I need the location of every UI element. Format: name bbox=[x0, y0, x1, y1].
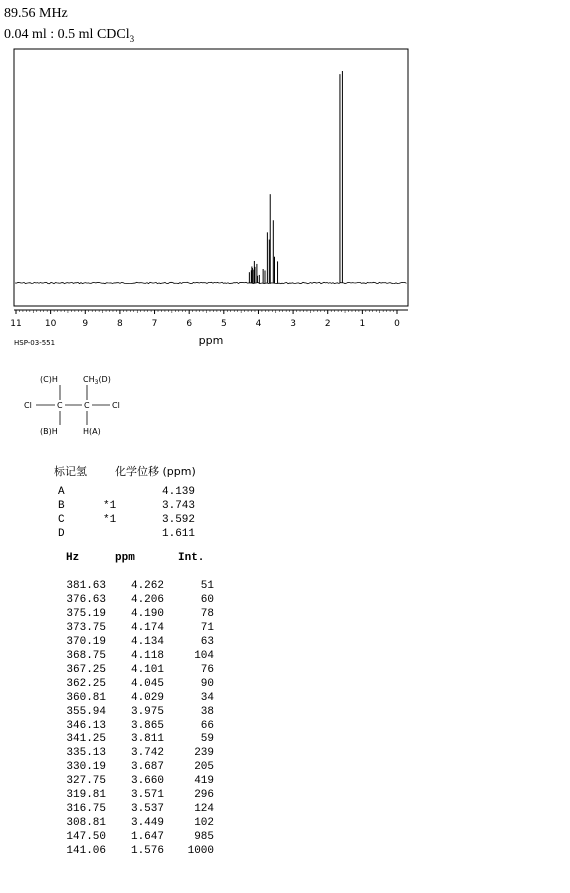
peak-int: 985 bbox=[194, 831, 214, 844]
peak-hz: 381.63 bbox=[66, 580, 106, 592]
peak-ppm: 4.045 bbox=[130, 677, 164, 690]
peak-int: 71 bbox=[200, 621, 214, 634]
struct-cl-left: Cl bbox=[24, 401, 32, 410]
x-axis-label: ppm bbox=[198, 334, 224, 347]
struct-label-b: (B)H bbox=[40, 427, 58, 436]
shift-row bbox=[58, 500, 196, 512]
peak-hz: 346.13 bbox=[66, 719, 106, 732]
x-tick-label: 11 bbox=[10, 319, 22, 329]
peak-int: 63 bbox=[200, 635, 214, 648]
spectrum-baseline bbox=[15, 282, 407, 283]
peak-int: 205 bbox=[194, 761, 214, 774]
shift-ppm: 1.611 bbox=[162, 528, 196, 540]
spectrum-peaks bbox=[249, 71, 342, 283]
peak-int: 1000 bbox=[187, 845, 214, 858]
nmr-spectrum-chart bbox=[0, 0, 570, 360]
peak-hz: 376.63 bbox=[66, 593, 106, 606]
peak-hz: 330.19 bbox=[66, 761, 106, 774]
peak-ppm: 4.174 bbox=[130, 621, 164, 634]
sample-text: 0.04 ml : 0.5 ml CDCl bbox=[4, 27, 130, 42]
peak-ppm: 4.118 bbox=[130, 649, 164, 662]
ch3-text: CH bbox=[83, 375, 95, 384]
x-tick-label: 9 bbox=[82, 319, 89, 329]
peak-ppm: 1.647 bbox=[130, 831, 164, 844]
shift-label: B bbox=[58, 500, 65, 512]
peak-int: 34 bbox=[200, 691, 214, 704]
x-tick-label: 2 bbox=[324, 319, 331, 329]
struct-cl-right: Cl bbox=[112, 401, 120, 410]
shift-ppm: 3.592 bbox=[162, 514, 196, 526]
peak-ppm: 3.742 bbox=[130, 747, 164, 760]
peak-header-ppm: ppm bbox=[115, 552, 135, 564]
x-tick-label: 4 bbox=[255, 319, 262, 329]
x-axis-ticks bbox=[16, 310, 397, 314]
x-axis-tick-labels bbox=[10, 319, 400, 329]
peak-ppm: 4.262 bbox=[130, 580, 164, 592]
x-tick-label: 0 bbox=[394, 319, 400, 329]
peak-ppm: 3.975 bbox=[130, 705, 164, 718]
ch3-subscript: 3 bbox=[94, 379, 99, 386]
peak-ppm: 4.206 bbox=[130, 593, 164, 606]
peak-ppm: 3.571 bbox=[130, 789, 164, 802]
peak-int: 102 bbox=[194, 817, 214, 830]
shift-note: *1 bbox=[103, 514, 117, 526]
peak-hz: 360.81 bbox=[66, 691, 106, 704]
peak-int: 66 bbox=[200, 719, 214, 732]
peak-int: 59 bbox=[200, 733, 214, 746]
peak-ppm: 1.576 bbox=[130, 845, 164, 858]
peak-hz: 367.25 bbox=[66, 663, 106, 676]
x-tick-label: 8 bbox=[117, 319, 123, 329]
peak-ppm: 3.660 bbox=[130, 775, 164, 788]
shift-header bbox=[54, 463, 196, 479]
shift-row bbox=[58, 528, 196, 540]
peak-hz: 355.94 bbox=[66, 705, 106, 718]
shift-header-shift: 化学位移 (ppm) bbox=[115, 465, 196, 478]
peak-hz: 335.13 bbox=[66, 747, 106, 760]
peak-header-hz: Hz bbox=[66, 552, 80, 564]
shift-label: A bbox=[58, 486, 65, 498]
chemical-structure bbox=[18, 370, 138, 440]
peak-hz: 319.81 bbox=[66, 789, 106, 802]
peak-ppm: 4.029 bbox=[130, 691, 164, 704]
peak-hz: 327.75 bbox=[66, 775, 106, 788]
peak-ppm: 4.134 bbox=[130, 635, 164, 648]
sample-subscript: 3 bbox=[129, 33, 135, 44]
peak-hz: 370.19 bbox=[66, 635, 106, 648]
peak-ppm: 4.101 bbox=[130, 663, 164, 676]
peak-ppm: 3.537 bbox=[130, 803, 164, 816]
peak-hz: 373.75 bbox=[66, 621, 106, 634]
shift-ppm: 3.743 bbox=[162, 500, 196, 512]
struct-label-c: (C)H bbox=[40, 375, 58, 384]
shift-ppm: 4.139 bbox=[162, 486, 196, 498]
peak-hz: 375.19 bbox=[66, 607, 106, 620]
peak-ppm: 3.687 bbox=[130, 761, 164, 774]
frequency-label: 89.56 MHz bbox=[4, 6, 68, 21]
peak-hz: 316.75 bbox=[66, 803, 106, 816]
peak-int: 239 bbox=[194, 747, 214, 760]
peak-hz: 341.25 bbox=[66, 733, 106, 746]
peak-ppm: 3.811 bbox=[130, 733, 164, 746]
peak-int: 419 bbox=[194, 775, 214, 788]
spectrum-code: HSP-03-551 bbox=[14, 339, 56, 347]
peak-int: 60 bbox=[200, 593, 214, 606]
x-tick-label: 10 bbox=[44, 319, 57, 329]
peak-ppm: 4.190 bbox=[130, 607, 164, 620]
peak-int: 90 bbox=[200, 677, 214, 690]
peak-ppm: 3.449 bbox=[130, 817, 164, 830]
struct-carbon-2: C bbox=[84, 401, 90, 410]
shift-label: C bbox=[58, 514, 65, 526]
plot-frame bbox=[14, 49, 408, 306]
x-tick-label: 7 bbox=[151, 319, 158, 329]
peak-int: 76 bbox=[200, 663, 214, 676]
peak-int: 38 bbox=[200, 705, 214, 718]
peak-ppm: 3.865 bbox=[130, 719, 164, 732]
peak-int: 296 bbox=[194, 789, 214, 802]
peak-hz: 368.75 bbox=[66, 649, 106, 662]
label-d: (D) bbox=[98, 375, 111, 384]
peak-hz: 308.81 bbox=[66, 817, 106, 830]
shift-label: D bbox=[58, 528, 65, 540]
x-tick-label: 3 bbox=[290, 319, 296, 329]
peak-int: 51 bbox=[200, 580, 214, 592]
x-tick-label: 1 bbox=[359, 319, 366, 329]
struct-carbon-1: C bbox=[57, 401, 63, 410]
shift-header-label: 标记氢 bbox=[54, 465, 87, 478]
peak-int: 124 bbox=[194, 803, 214, 816]
peak-hz: 362.25 bbox=[66, 677, 106, 690]
shift-row bbox=[58, 486, 196, 498]
shift-note: *1 bbox=[103, 500, 117, 512]
struct-label-a: H(A) bbox=[83, 427, 101, 436]
peak-header-int: Int. bbox=[178, 552, 205, 564]
x-tick-label: 6 bbox=[186, 319, 193, 329]
x-tick-label: 5 bbox=[220, 319, 227, 329]
peak-int: 78 bbox=[200, 607, 214, 620]
peak-hz: 141.06 bbox=[66, 845, 106, 858]
peak-hz: 147.50 bbox=[66, 831, 106, 844]
struct-label-ch3 bbox=[83, 375, 111, 386]
shift-row bbox=[58, 514, 196, 526]
peak-int: 104 bbox=[194, 649, 214, 662]
